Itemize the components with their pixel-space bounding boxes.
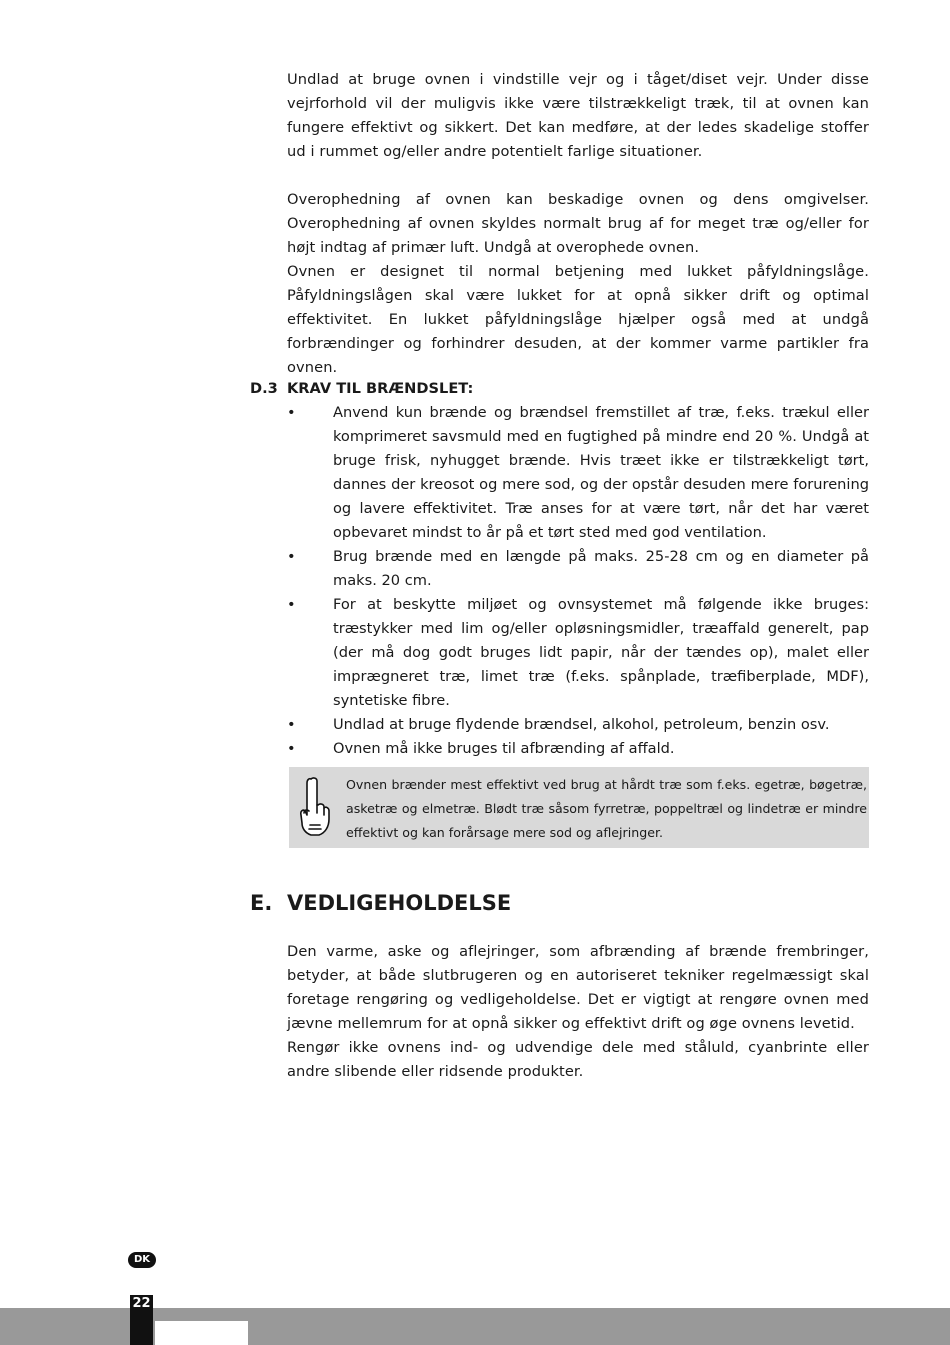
intro-paragraph-overheating: Overophedning af ovnen kan beskadige ovnen og dens omgivelser. Overophedning af ovnen skyldes normalt brug af for meget træ og/eller for højt indtag af primær luft. Undgå at overophede ovnen.	[287, 191, 869, 256]
list-item	[287, 737, 869, 761]
bullet-icon: •	[287, 596, 296, 613]
section-e-title: VEDLIGEHOLDELSE	[287, 891, 512, 915]
list-item	[287, 593, 869, 713]
note-box	[289, 767, 869, 848]
note-text: Ovnen brænder mest effektivt ved brug at hårdt træ som f.eks. egetræ, bøgetræ, asketræ og elmetræ. Blødt træ såsom fyrretræ, poppeltræl og lindetræ er mindre effektivt og kan forårsage mere sod og aflejringer.	[346, 777, 867, 840]
maintenance-text	[287, 940, 869, 1084]
language-badge: DK	[128, 1252, 156, 1268]
maintenance-paragraph-abrasives: Rengør ikke ovnens ind- og udvendige dele med ståluld, cyanbrinte eller andre slibende eller ridsende produkter.	[287, 1039, 869, 1080]
intro-text	[287, 68, 869, 380]
bullet-icon: •	[287, 716, 296, 733]
list-item-text: Undlad at bruge flydende brændsel, alkohol, petroleum, benzin osv.	[333, 716, 830, 733]
intro-paragraph-door: Ovnen er designet til normal betjening med lukket påfyldningslåge. Påfyldningslågen skal være lukket for at opnå sikker drift og optimal effektivitet. En lukket påfyldningslåge hjælper også med at undgå forbrændinger og forhindrer desuden, at der kommer varme partikler fra ovnen.	[287, 263, 869, 376]
page-number-box	[130, 1295, 153, 1345]
section-d3-title: KRAV TIL BRÆNDSLET:	[287, 380, 474, 397]
maintenance-paragraph-cleaning: Den varme, aske og aflejringer, som afbrænding af brænde frembringer, betyder, at både slutbrugeren og en autoriseret tekniker regelmæssigt skal foretage rengøring og vedligeholdelse. Det er vigtigt at rengøre ovnen med jævne mellemrum for at opnå sikker og effektivt drift og øge ovnens levetid.	[287, 943, 869, 1032]
bullet-icon: •	[287, 548, 296, 565]
list-item-text: Anvend kun brænde og brændsel fremstillet af træ, f.eks. trækul eller komprimeret savsmuld med en fugtighed på mindre end 20 %. Undgå at bruge frisk, nyhugget brænde. Hvis træet ikke er tilstrækkeligt tørt, dannes der kreosot og mere sod, og der opstår desuden mere forurening og lavere effektivitet. Træ anses for at være tørt, når det har været opbevaret mindst to år på et tørt sted med god ventilation.	[333, 404, 869, 541]
pointing-hand-icon	[295, 775, 331, 839]
fuel-requirements-list	[287, 401, 869, 761]
section-e-number: E.	[250, 891, 273, 915]
intro-paragraph-weather: Undlad at bruge ovnen i vindstille vejr og i tåget/diset vejr. Under disse vejrforhold vil der muligvis ikke være tilstrækkeligt træk, til at ovnen kan fungere effektivt og sikkert. Det kan medføre, at der ledes skadelige stoffer ud i rummet og/eller andre potentielt farlige situationer.	[287, 71, 869, 160]
paragraph-gap	[287, 164, 869, 188]
list-item-text: Ovnen må ikke bruges til afbrænding af affald.	[333, 740, 675, 757]
list-item	[287, 713, 869, 737]
list-item	[287, 545, 869, 593]
section-d3-number: D.3	[250, 380, 278, 397]
footer-tab	[155, 1321, 248, 1345]
page-number: 22	[132, 1296, 151, 1311]
list-item-text: For at beskytte miljøet og ovnsystemet må følgende ikke bruges: træstykker med lim og/eller opløsningsmidler, træaffald generelt, pap (der må dog godt bruges lidt papir, når der tændes op), malet eller imprægneret træ, limet træ (f.eks. spånplade, træfiberplade, MDF), syntetiske fibre.	[333, 596, 869, 709]
bullet-icon: •	[287, 740, 296, 757]
list-item-text: Brug brænde med en længde på maks. 25-28 cm og en diameter på maks. 20 cm.	[333, 548, 869, 589]
bullet-icon: •	[287, 404, 296, 421]
list-item	[287, 401, 869, 545]
